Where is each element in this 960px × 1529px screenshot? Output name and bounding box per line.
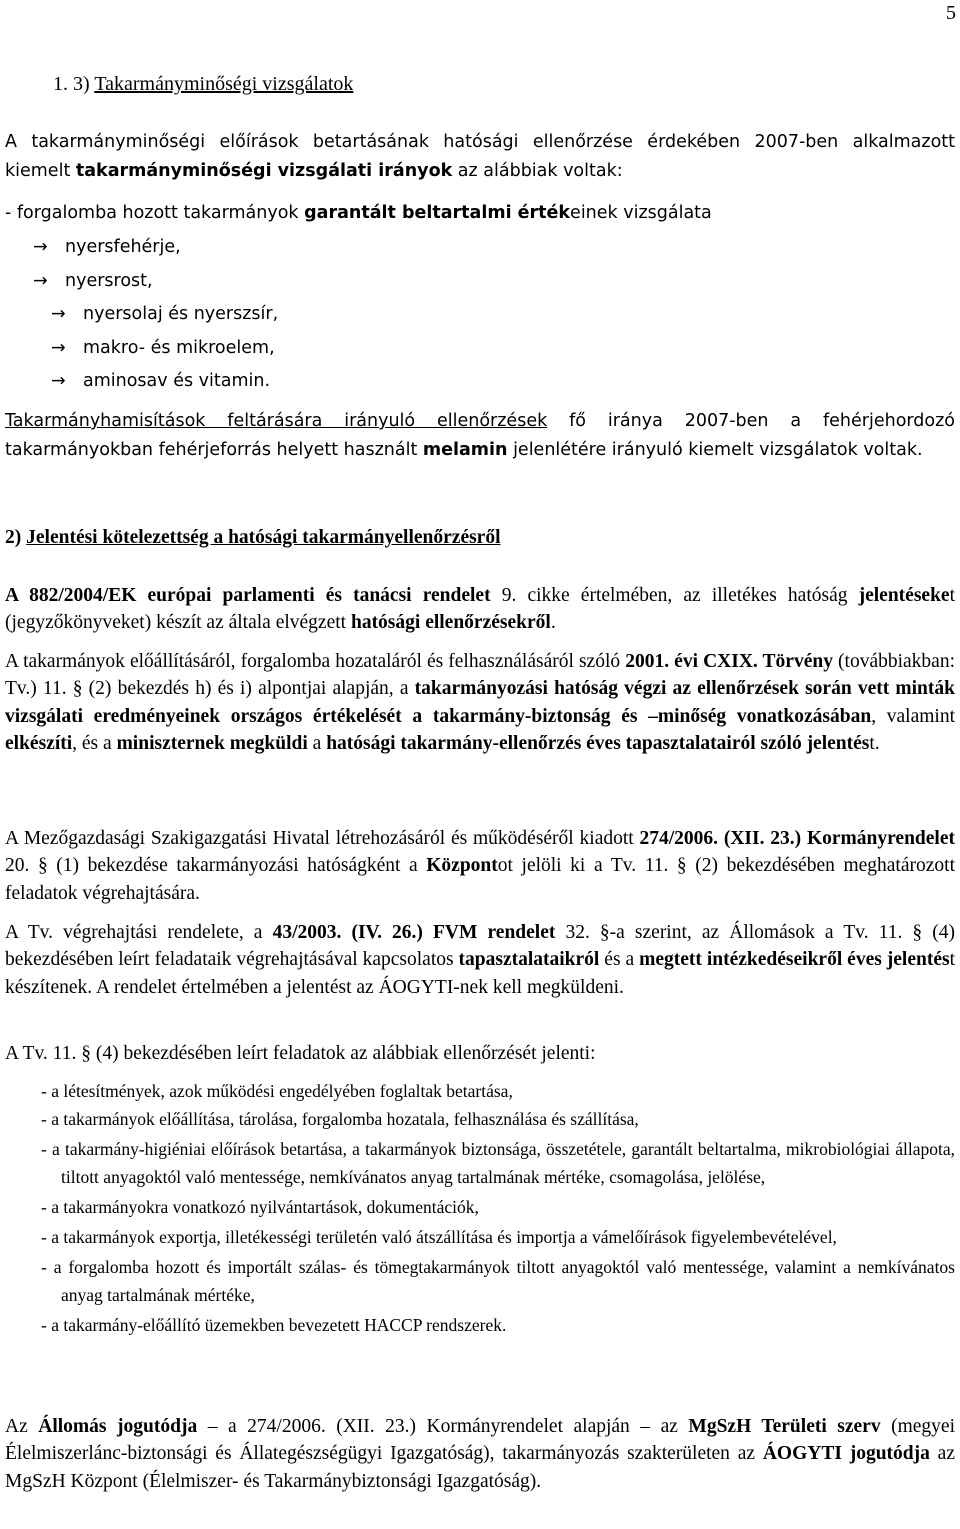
section2-heading: 2) Jelentési kötelezettség a hatósági takarmányellenőrzésről [5, 527, 501, 548]
list-item: - a takarmány-higiéniai előírások betartása, a takarmányok biztonsága, összetétele, garantált beltartalma, mikrobiológiai állapota, tiltott anyagoktól való mentessége, nemkívánatos anyag tartalmának mértéke, csomagolása, jelölése, [41, 1139, 955, 1187]
section-title: Takarmányminőségi vizsgálatok [94, 73, 354, 95]
list-item: - a létesítmények, azok működési engedélyében foglaltak betartása, [41, 1081, 513, 1101]
arrow-item: → nyersfehérje, [5, 231, 955, 265]
arrow-right-icon: → [51, 304, 66, 324]
paragraph-1: A 882/2004/EK európai parlamenti és tanácsi rendelet 9. cikke értelmében, az illetékes hatóság jelentéseket (jegyzőkönyveket) készít az általa elvégzett hatósági ellenőrzésekről. [5, 585, 955, 634]
dash-list [5, 1077, 955, 1339]
section-number: 1. 3) [53, 73, 90, 95]
arrow-item: → nyersrost, [5, 265, 955, 299]
adulteration-paragraph: Takarmányhamisítások feltárására irányuló ellenőrzések fő iránya 2007-ben a fehérjehordozó takarmányokban fehérjeforrás helyett használt melamin jelenlétére irányuló kiemelt vizsgálatok voltak. [5, 411, 955, 460]
arrow-right-icon: → [51, 371, 66, 391]
arrow-item: → nyersolaj és nyerszsír, [5, 298, 955, 332]
list-item: - a takarmányok előállítása, tárolása, forgalomba hozatala, felhasználása és szállítása, [41, 1109, 639, 1129]
list-item: - a forgalomba hozott és importált szálas- és tömegtakarmányok tiltott anyagoktól való mentessége, valamint a nemkívánatos anyag tartalmának mértéke, [41, 1257, 955, 1305]
list-item: - a takarmányok exportja, illetékességi területén való átszállítása és importja a vámelőírások figyelembevételével, [41, 1227, 837, 1247]
paragraph-6: Az Állomás jogutódja – a 274/2006. (XII. 23.) Kormányrendelet alapján – az MgSzH Területi szerv (megyei Élelmiszerlánc-biztonsági és Állategészségügyi Igazgatóság), takarmányozás szakterületen az ÁOGYTI jogutódja az MgSzH Központ (Élelmiszer- és Takarmánybiztonsági Igazgatóság). [5, 1416, 955, 1492]
section-heading [53, 73, 353, 96]
list-item: - a takarmányokra vonatkozó nyilvántartások, dokumentációk, [41, 1197, 479, 1217]
bullet-line: - forgalomba hozott takarmányok garantált beltartalmi értékeinek vizsgálata [5, 203, 712, 223]
arrow-item: → aminosav és vitamin. [5, 365, 955, 399]
paragraph-2: A takarmányok előállításáról, forgalomba hozataláról és felhasználásáról szóló 2001. évi CXIX. Törvény (továbbiakban: Tv.) 11. § (2) bekezdés h) és i) alpontjai alapján, a takarmányozási hatóság végzi az ellenőrzések során vett minták vizsgálati eredményeinek országos értékelését a takarmány-biztonság és –minőség vonatkozásában, valamint elkészíti, és a miniszternek megküldi a hatósági takarmány-ellenőrzés éves tapasztalatairól szóló jelentést. [5, 651, 956, 754]
list-item: - a takarmány-előállító üzemekben bevezetett HACCP rendszerek. [41, 1315, 507, 1335]
arrow-item: → makro- és mikroelem, [5, 332, 955, 366]
arrow-right-icon: → [51, 337, 66, 358]
arrow-right-icon: → [33, 237, 48, 257]
arrow-list [5, 231, 955, 399]
arrow-right-icon: → [33, 270, 48, 291]
intro-paragraph: A takarmányminőségi előírások betartásának hatósági ellenőrzése érdekében 2007-ben alkalmazott kiemelt takarmányminőségi vizsgálati irányok az alábbiak voltak: [5, 132, 955, 181]
paragraph-4: A Tv. végrehajtási rendelete, a 43/2003. (IV. 26.) FVM rendelet 32. §-a szerint, az Állomások a Tv. 11. § (4) bekezdésében leírt feladataik végrehajtásával kapcsolatos tapasztalataikról és a megtett intézkedéseikről éves jelentést készítenek. A rendelet értelmében a jelentést az ÁOGYTI-nek kell megküldeni. [5, 922, 956, 998]
paragraph-3: A Mezőgazdasági Szakigazgatási Hivatal létrehozásáról és működéséről kiadott 274/2006. (XII. 23.) Kormányrendelet 20. § (1) bekezdése takarmányozási hatóságként a Központot jelöli ki a Tv. 11. § (2) bekezdésében meghatározott feladatok végrehajtására. [5, 828, 955, 904]
page-number: 5 [946, 2, 956, 24]
paragraph-5: A Tv. 11. § (4) bekezdésében leírt feladatok az alábbiak ellenőrzését jelenti: [5, 1043, 596, 1064]
